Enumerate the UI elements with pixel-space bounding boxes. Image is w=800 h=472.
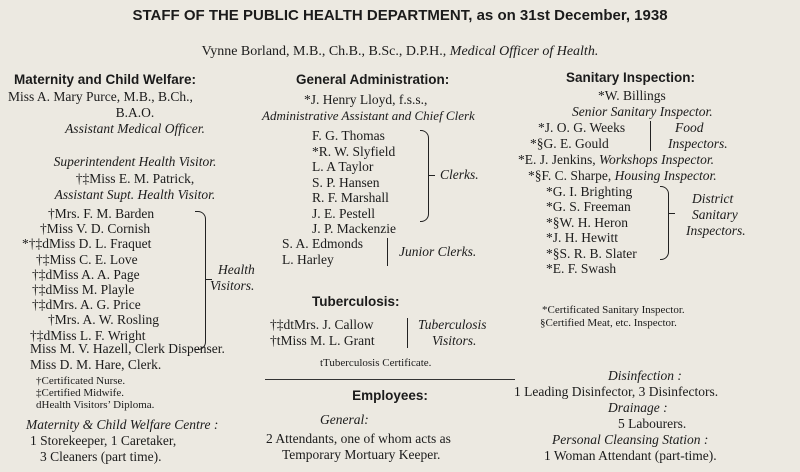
junior-label: Junior Clerks. [399,244,477,259]
district-inspector: *§S. R. B. Slater [546,245,637,261]
junior-clerk: S. A. Edmonds [282,236,364,251]
district-inspector: *G. I. Brighting [546,184,633,199]
clerk: J. P. Mackenzie [312,221,396,236]
health-visitors-label-2: Visitors. [210,278,255,293]
tb-heading: Tuberculosis: [312,294,400,309]
note-midwife: ‡Certified Midwife. [36,387,124,399]
health-visitor: †‡dMiss A. A. Page [32,266,140,282]
food-inspector: *§G. E. Gould [530,136,609,151]
lloyd-role: Administrative Assistant and Chief Clerk [262,108,475,123]
tb-label-2: Visitors. [432,333,477,348]
cleansing-heading: Personal Cleansing Station : [552,432,709,447]
district-inspector: *G. S. Freeman [546,199,631,215]
sharpe-line [528,168,717,184]
district-inspector: *E. F. Swash [546,261,617,276]
clerk: J. E. Pestell [312,205,375,221]
maternity-heading: Maternity and Child Welfare: [14,72,197,87]
health-visitor: †‡Miss C. E. Love [36,251,138,267]
district-inspector: *§W. H. Heron [546,214,628,230]
page-title: STAFF OF THE PUBLIC HEALTH DEPARTMENT, as on 31st December, 1938 [132,7,668,24]
employees-line-1: 2 Attendants, one of whom acts as [266,431,451,446]
health-visitor: †‡dMiss L. F. Wright [30,327,146,343]
clerk: L. A Taylor [312,159,374,174]
patrick-role: Assistant Supt. Health Visitor. [54,187,216,202]
billings-name: *W. Billings [598,88,666,103]
moh-line [0,44,800,60]
food-brace [650,121,651,151]
sharpe-role: Housing Inspector. [614,168,717,183]
admin-heading: General Administration: [296,72,450,87]
district-brace [660,186,669,260]
health-visitor: †‡dMrs. A. G. Price [32,297,141,313]
purce-name: Miss A. Mary Purce, M.B., B.Ch., [8,89,193,104]
employees-heading: Employees: [352,388,428,403]
billings-role: Senior Sanitary Inspector. [572,104,713,119]
health-visitor: †Mrs. F. M. Barden [48,206,155,221]
food-inspector: *J. O. G. Weeks [538,120,626,135]
purce-role: Assistant Medical Officer. [65,121,205,136]
hazell-line: Miss M. V. Hazell, Clerk Dispenser. [30,341,225,356]
hare-line: Miss D. M. Hare, Clerk. [30,357,162,372]
district-inspector: *J. H. Hewitt [546,230,618,246]
clerk: F. G. Thomas [312,128,385,143]
district-label-1: District [692,191,734,206]
junior-clerk: L. Harley [282,252,334,267]
tb-staff: †‡dtMrs. J. Callow [270,317,374,332]
disinfection-line: 1 Leading Disinfector, 3 Disinfectors. [514,384,719,399]
jenkins-line [518,152,714,168]
junior-brace [387,238,388,266]
centre-line-2: 3 Cleaners (part time). [40,449,162,464]
moh-role: Medical Officer of Health. [449,44,599,59]
note-nurse: †Certificated Nurse. [36,375,126,387]
note-diploma: dHealth Visitors’ Diploma. [36,399,155,411]
clerks-label: Clerks. [440,167,479,182]
moh-name: Vynne Borland, M.B., Ch.B., B.Sc., D.P.H., [201,44,447,59]
health-visitors-brace [195,211,206,350]
lloyd-name: *J. Henry Lloyd, f.s.s., [304,92,428,107]
sharpe-name: *§F. C. Sharpe, [528,168,612,183]
district-label-2: Sanitary [692,207,738,222]
clerk: S. P. Hansen [312,174,380,190]
jenkins-role: Workshops Inspector. [599,152,715,167]
tb-staff: †tMiss M. L. Grant [270,333,375,348]
employees-line-2: Temporary Mortuary Keeper. [282,447,441,462]
drainage-line: 5 Labourers. [618,416,687,431]
food-label-1: Food [675,120,704,135]
disinfection-heading: Disinfection : [608,368,682,383]
note-sanitary: *Certificated Sanitary Inspector. [542,304,685,316]
patrick-name: †‡Miss E. M. Patrick, [75,171,195,186]
note-meat: §Certified Meat, etc. Inspector. [540,317,677,329]
centre-heading: Maternity & Child Welfare Centre : [26,417,219,432]
food-label-2: Inspectors. [668,136,728,151]
drainage-heading: Drainage : [608,400,668,415]
purce-degree: B.A.O. [115,105,155,120]
health-visitor: †‡dMiss M. Playle [32,282,135,297]
brace-point [668,213,675,214]
health-visitor: *†‡dMiss D. L. Fraquet [22,236,152,252]
employees-general: General: [320,412,369,427]
centre-line-1: 1 Storekeeper, 1 Caretaker, [30,433,177,448]
jenkins-name: *E. J. Jenkins, [518,152,596,167]
district-label-3: Inspectors. [686,223,746,238]
legeyt-role: Superintendent Health Visitor. [53,154,217,169]
tb-note: tTuberculosis Certificate. [320,357,432,369]
health-visitor: †Miss V. D. Cornish [40,221,151,237]
clerk: *R. W. Slyfield [312,143,396,159]
cleansing-line: 1 Woman Attendant (part-time). [544,448,717,463]
health-visitors-label-1: Health [218,262,255,277]
divider [265,379,515,380]
health-visitor: †Mrs. A. W. Rosling [48,312,160,328]
brace-point [428,175,435,176]
tb-brace [407,318,408,348]
sanitary-heading: Sanitary Inspection: [566,70,696,85]
clerk: R. F. Marshall [312,190,389,205]
tb-label-1: Tuberculosis [418,317,487,332]
